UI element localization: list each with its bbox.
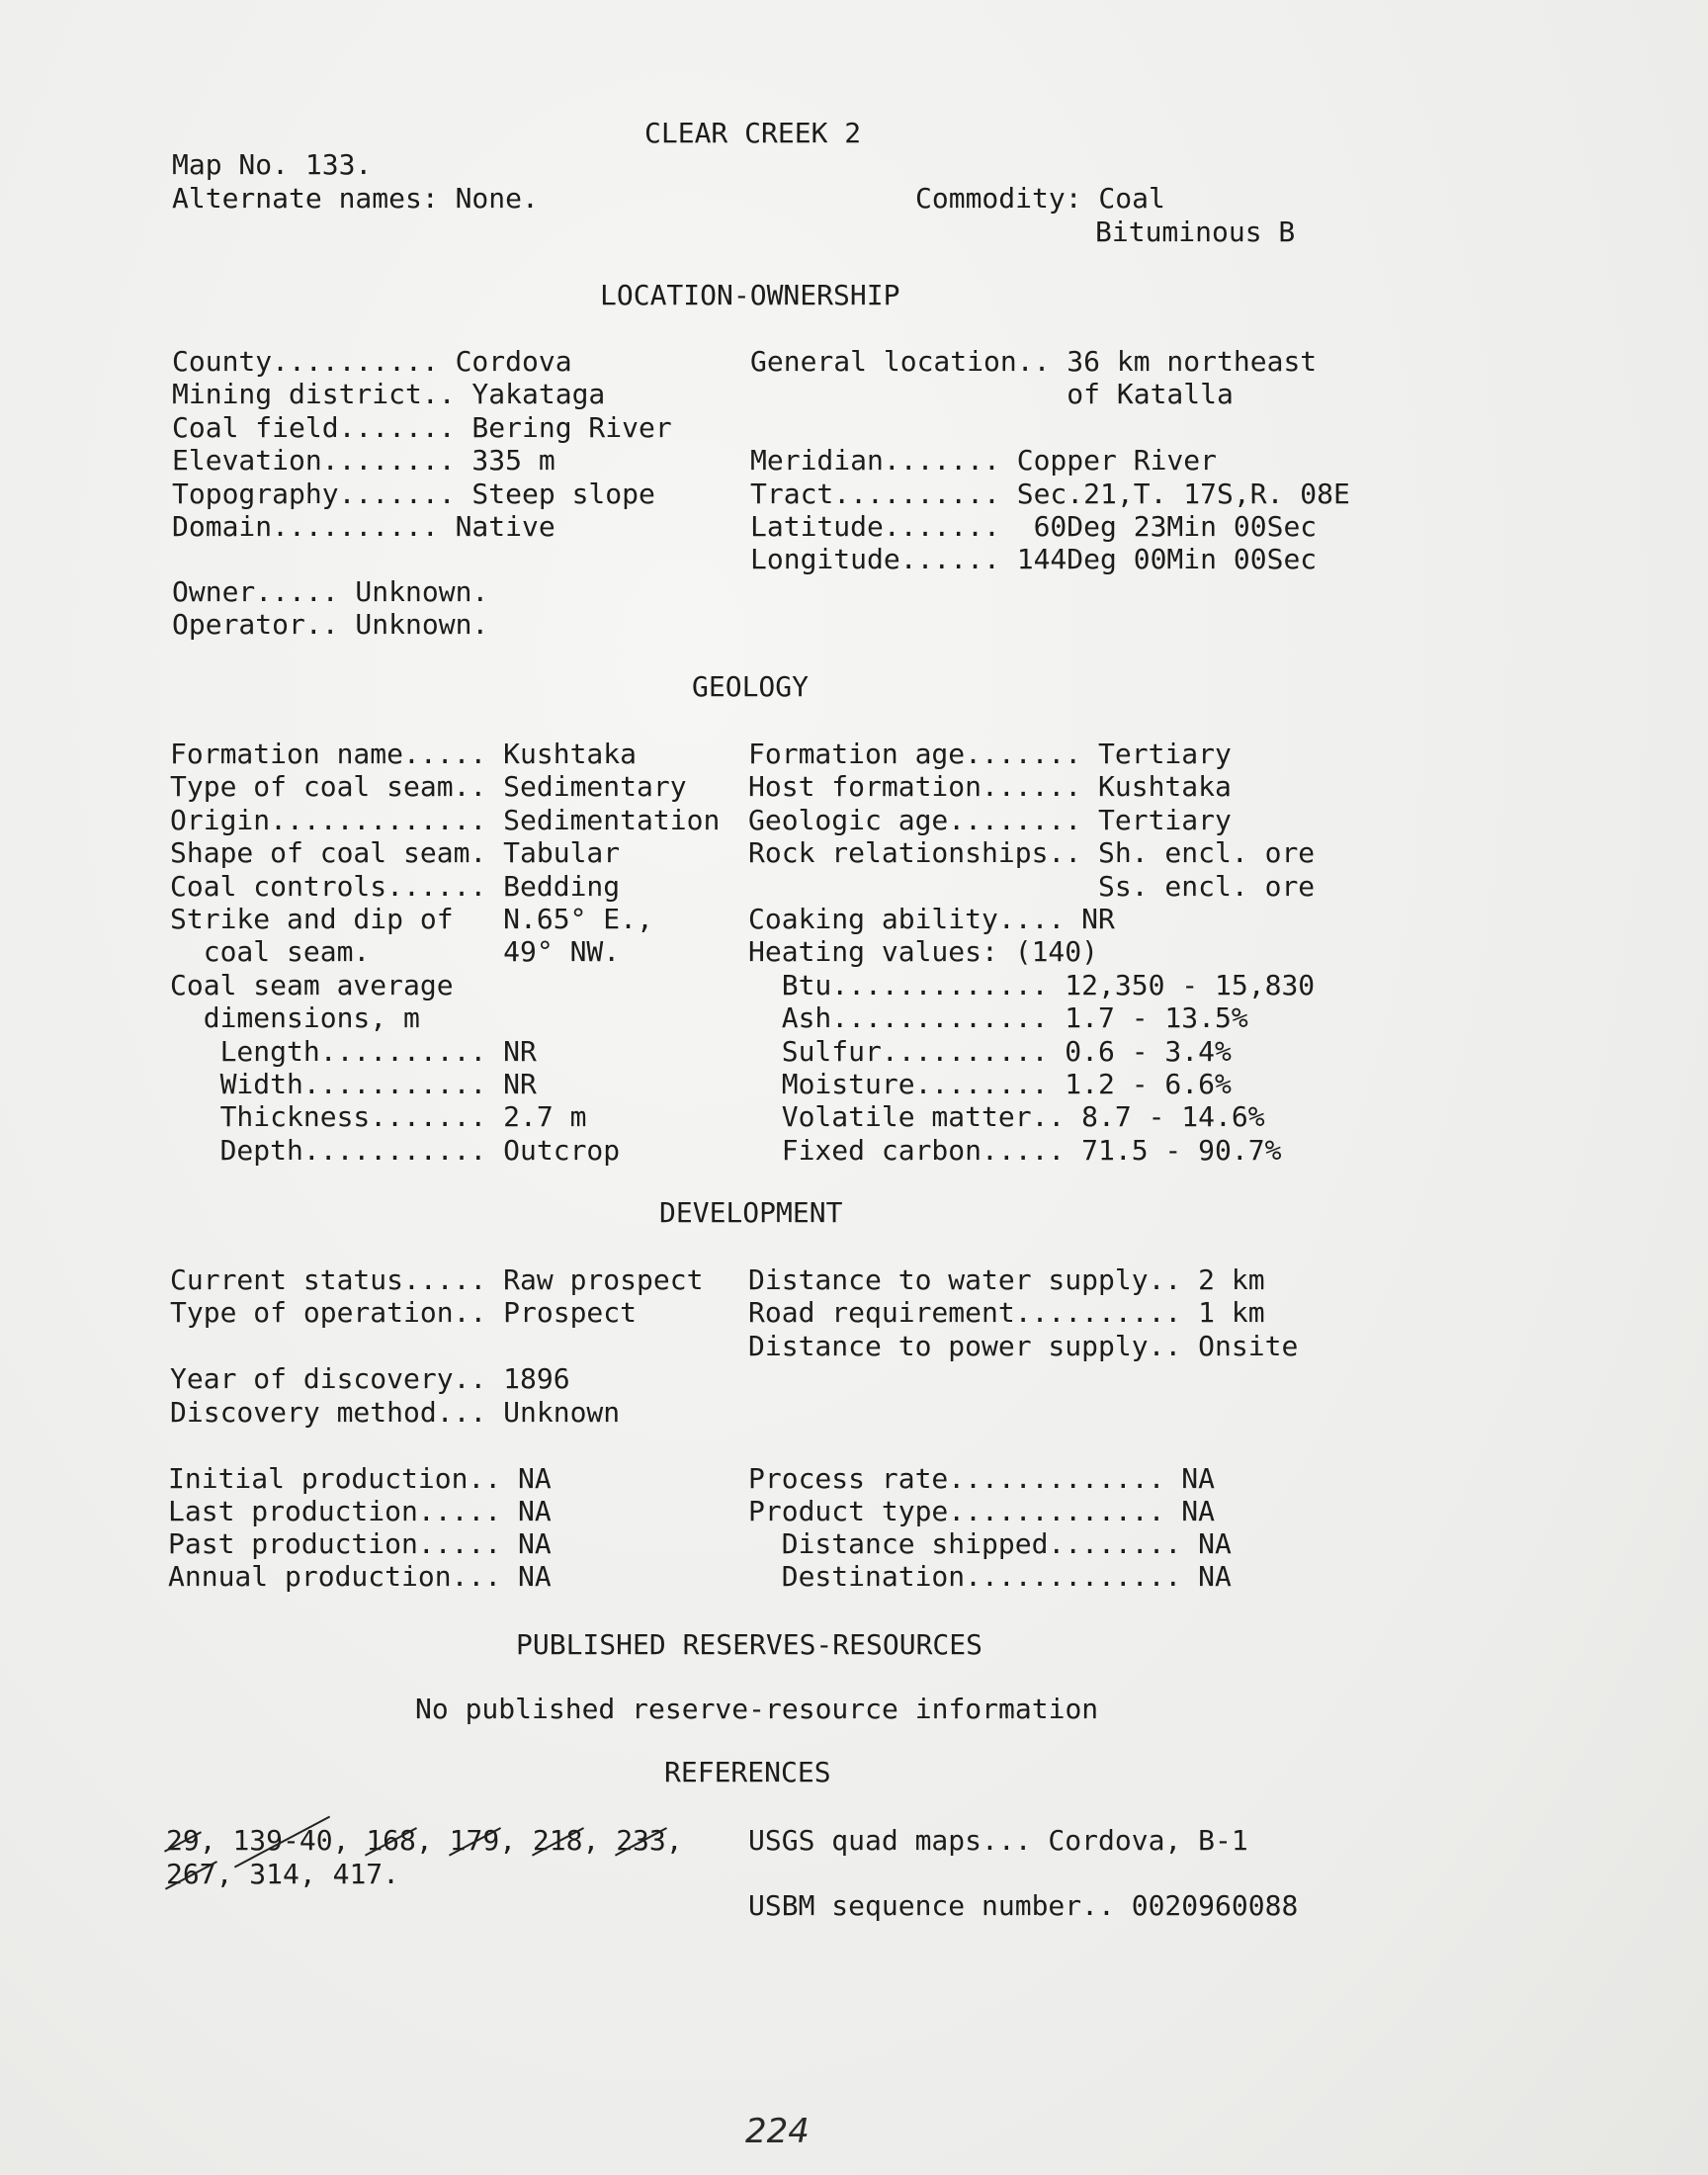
usbm-sequence-number: USBM sequence number.. 0020960088 <box>748 1889 1299 1922</box>
reserves-heading: PUBLISHED RESERVES-RESOURCES <box>516 1628 983 1661</box>
geology-left-line: Strike and dip of N.65° E., <box>170 903 653 935</box>
geology-right-line: Sulfur.......... 0.6 - 3.4% <box>748 1035 1232 1068</box>
production-line: Last production..... NA <box>168 1495 552 1527</box>
geology-right-line: Volatile matter.. 8.7 - 14.6% <box>748 1100 1265 1133</box>
development-line: Distance to water supply.. 2 km <box>748 1263 1265 1296</box>
geology-left-line: Coal controls...... Bedding <box>170 870 621 903</box>
struck-reference: 267 <box>166 1858 216 1890</box>
location-right-line: of Katalla <box>750 378 1234 410</box>
location-ownership-heading: LOCATION-OWNERSHIP <box>600 279 900 311</box>
geology-heading: GEOLOGY <box>692 670 810 703</box>
geology-left-line: Depth........... Outcrop <box>170 1134 621 1167</box>
location-right-line: Meridian....... Copper River <box>750 444 1218 477</box>
development-line: Discovery method... Unknown <box>170 1396 621 1429</box>
usgs-quad-maps: USGS quad maps... Cordova, B-1 <box>748 1824 1248 1857</box>
reference-numbers-line-2 <box>166 1858 399 1891</box>
geology-left-line: Length.......... NR <box>170 1035 537 1068</box>
reference-numbers-line-1: 29, 139-40, 168, 179, 218, 233, <box>166 1824 683 1857</box>
geology-left-line: dimensions, m <box>170 1001 420 1034</box>
geology-left-line: Formation name..... Kushtaka <box>170 738 638 770</box>
location-right-line: General location.. 36 km northeast <box>750 345 1318 378</box>
production-line: Past production..... NA <box>168 1527 552 1560</box>
alternate-names: Alternate names: None. <box>172 182 539 215</box>
location-right-line: Tract.......... Sec.21,T. 17S,R. 08E <box>750 478 1350 510</box>
geology-right-line: Ash............. 1.7 - 13.5% <box>748 1001 1248 1034</box>
struck-reference: 168 <box>366 1824 416 1857</box>
geology-right-line: Heating values: (140) <box>748 935 1099 968</box>
owner: Owner..... Unknown. <box>172 575 489 608</box>
location-left-line: Mining district.. Yakataga <box>172 378 606 410</box>
development-line: Year of discovery.. 1896 <box>170 1362 570 1395</box>
geology-right-line: Moisture........ 1.2 - 6.6% <box>748 1068 1232 1100</box>
struck-reference: 233 <box>616 1824 666 1857</box>
production-line: Process rate............. NA <box>748 1462 1216 1495</box>
references-heading: REFERENCES <box>664 1756 831 1788</box>
development-line: Road requirement.......... 1 km <box>748 1296 1265 1329</box>
development-line: Type of operation.. Prospect <box>170 1296 638 1329</box>
struck-reference: 179 <box>449 1824 500 1857</box>
production-line: Destination............. NA <box>748 1560 1232 1593</box>
production-line: Distance shipped........ NA <box>748 1527 1232 1560</box>
geology-right-line: Geologic age........ Tertiary <box>748 804 1232 836</box>
struck-reference: 139-40 <box>232 1824 333 1857</box>
location-left-line: County.......... Cordova <box>172 345 572 378</box>
development-heading: DEVELOPMENT <box>659 1196 843 1229</box>
struck-reference: 29 <box>166 1824 200 1857</box>
location-left-line: Elevation........ 335 m <box>172 444 555 477</box>
location-left-line: Coal field....... Bering River <box>172 411 672 444</box>
geology-left-line: Width........... NR <box>170 1068 537 1100</box>
geology-left-line: Origin............. Sedimentation <box>170 804 721 836</box>
document-title: CLEAR CREEK 2 <box>644 117 862 149</box>
geology-left-line: coal seam. 49° NW. <box>170 935 621 968</box>
development-line: Distance to power supply.. Onsite <box>748 1330 1299 1362</box>
location-right-line: Longitude...... 144Deg 00Min 00Sec <box>750 543 1318 575</box>
production-line: Product type............. NA <box>748 1495 1216 1527</box>
geology-right-line: Rock relationships.. Sh. encl. ore <box>748 836 1316 869</box>
geology-right-line: Ss. encl. ore <box>748 870 1316 903</box>
geology-left-line: Shape of coal seam. Tabular <box>170 836 621 869</box>
geology-left-line: Thickness....... 2.7 m <box>170 1100 587 1133</box>
geology-right-line: Host formation...... Kushtaka <box>748 770 1232 803</box>
geology-right-line: Btu............. 12,350 - 15,830 <box>748 969 1316 1001</box>
struck-reference: 218 <box>532 1824 583 1857</box>
operator: Operator.. Unknown. <box>172 608 489 641</box>
location-left-line: Topography....... Steep slope <box>172 478 655 510</box>
geology-right-line: Fixed carbon..... 71.5 - 90.7% <box>748 1134 1282 1167</box>
page-number: 224 <box>745 2112 810 2151</box>
geology-left-line: Coal seam average <box>170 969 454 1001</box>
production-line: Initial production.. NA <box>168 1462 552 1495</box>
production-line: Annual production... NA <box>168 1560 552 1593</box>
reference-numbers-rest: , 314, 417. <box>215 1858 400 1890</box>
commodity: Commodity: Coal <box>915 182 1165 215</box>
location-right-line: Latitude....... 60Deg 23Min 00Sec <box>750 510 1318 543</box>
geology-right-line: Coaking ability.... NR <box>748 903 1115 935</box>
reserves-text: No published reserve-resource information <box>415 1693 1099 1725</box>
map-number: Map No. 133. <box>172 148 373 181</box>
geology-right-line: Formation age....... Tertiary <box>748 738 1232 770</box>
geology-left-line: Type of coal seam.. Sedimentary <box>170 770 687 803</box>
commodity-type: Bituminous B <box>1095 216 1296 248</box>
location-left-line: Domain.......... Native <box>172 510 555 543</box>
development-line: Current status..... Raw prospect <box>170 1263 704 1296</box>
